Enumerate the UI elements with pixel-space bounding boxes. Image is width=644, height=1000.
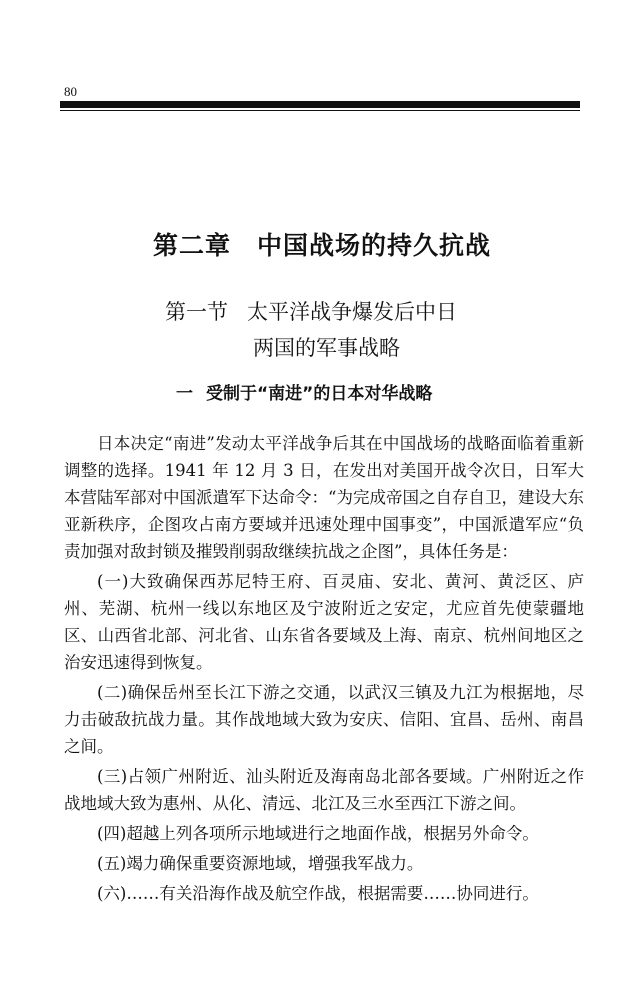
paragraph-item-2: (二)确保岳州至长江下游之交通，以武汉三镇及九江为根据地，尽力击破敌抗战力量。其作战地域大致为安庆、信阳、宜昌、岳州、南昌之间。 xyxy=(64,683,584,756)
page-number: 80 xyxy=(64,84,77,99)
section-label: 第一节 xyxy=(165,300,228,324)
paragraph-item-6: (六)……有关沿海作战及航空作战，根据需要……协同进行。 xyxy=(97,884,539,903)
paragraph-item-5: (五)竭力确保重要资源地域，增强我军战力。 xyxy=(97,854,424,873)
chapter-title-text: 中国战场的持久抗战 xyxy=(257,231,492,260)
chapter-title xyxy=(0,226,644,262)
chapter-label: 第二章 xyxy=(152,231,231,260)
paragraph-item-3: (三)占领广州附近、汕头附近及海南岛北部各要域。广州附近之作战地域大致为惠州、从化、清远、北江及三水至西江下游之间。 xyxy=(64,767,584,813)
paragraph-item-1: (一)大致确保西苏尼特王府、百灵庙、安北、黄河、黄泛区、庐州、芜湖、杭州一线以东地区及宁波附近之安定，尤应首先使蒙疆地区、山西省北部、河北省、山东省各要域及上海、南京、杭州间地区之治安迅速得到恢复。 xyxy=(64,572,584,672)
body-text xyxy=(64,430,584,907)
paragraph-intro: 日本决定“南进”发动太平洋战争后其在中国战场的战略面临着重新调整的选择。1941 年 12 月 3 日，在发出对美国开战令次日，日军大本营陆军部对中国派遣军下达命令：“为完成帝国之自存自卫，建设大东亚新秩序，企图攻占南方要域并迅速处理中国事变”，中国派遣军应“负责加强对敌封锁及摧毁削弱敌继续抗战之企图”，具体任务是： xyxy=(64,434,584,561)
header-rule xyxy=(60,101,580,108)
paragraph-item-4: (四)超越上列各项所示地域进行之地面作战，根据另外命令。 xyxy=(97,824,539,843)
section-title-line1: 太平洋战争爆发后中日 xyxy=(247,300,457,324)
subsection-number: 一 xyxy=(176,384,193,404)
subsection-title-text: 受制于“南进”的日本对华战略 xyxy=(206,384,433,404)
subsection-title xyxy=(176,379,432,404)
section-title-line2: 两国的军事战略 xyxy=(253,336,400,360)
header-rule-thin xyxy=(60,110,580,111)
section-title xyxy=(165,294,457,366)
